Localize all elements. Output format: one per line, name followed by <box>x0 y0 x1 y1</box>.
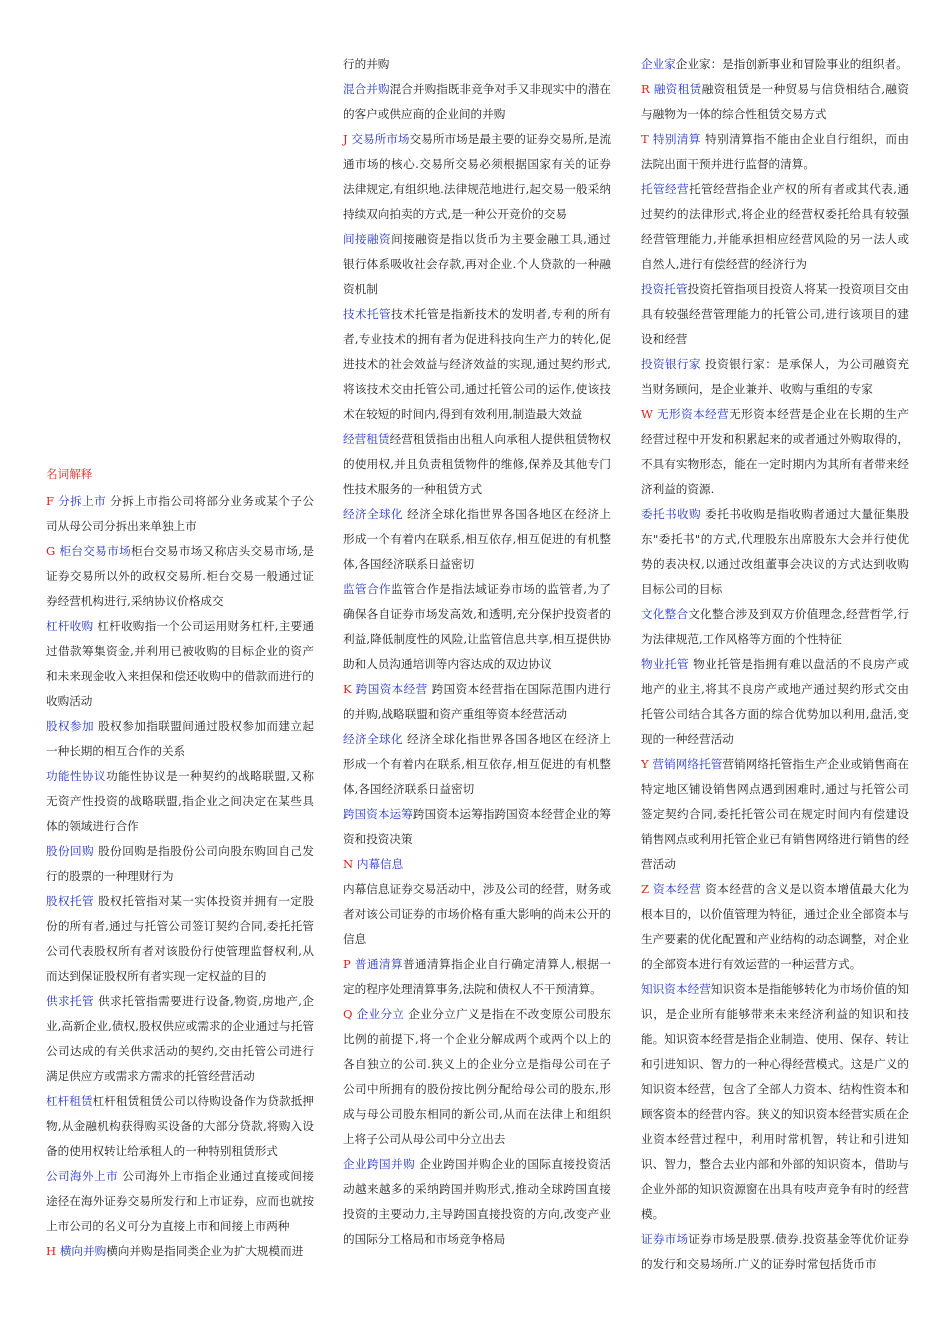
glossary-entry <box>641 502 909 602</box>
entry-definition: 跨国资本经营指在国际范围内进行的并购,战略联盟和资产重组等资本经营活动 <box>343 682 611 721</box>
glossary-entry <box>343 227 611 302</box>
entry-term: 内幕信息 <box>356 857 404 871</box>
entry-term: 交易所市场 <box>351 132 410 146</box>
entry-term: 营销网络托管 <box>652 757 723 771</box>
entry-list <box>641 52 909 1277</box>
glossary-entry <box>46 489 314 539</box>
entry-term: 股权托管 <box>46 894 95 908</box>
entry-term: 企业家 <box>641 57 676 71</box>
index-letter: K <box>343 682 352 696</box>
glossary-entry <box>641 402 909 502</box>
entry-term: 无形资本经营 <box>657 407 730 421</box>
glossary-entry <box>641 977 909 1227</box>
entry-definition: 投资托管指项目投资人将某一投资项目交由具有较强经营管理能力的托管公司,进行该项目的建设和经营 <box>641 282 909 346</box>
entry-definition: 营销网络托管指生产企业或销售商在特定地区铺设销售网点遇到困难时,通过与托管公司签定契约合同,委托托管公司在规定时间内有偿建设销售网点或利用托管企业已有销售网络进行销售的经营活动 <box>641 757 909 871</box>
glossary-entry <box>641 602 909 652</box>
index-letter: N <box>343 857 354 871</box>
entry-term: 委托书收购 <box>641 507 702 521</box>
entry-term: 普通清算 <box>354 957 403 971</box>
entry-term: 特别清算 <box>652 132 701 146</box>
entry-definition: 股份回购是指股份公司向股东购回自己发行的股票的一种理财行为 <box>46 844 314 883</box>
entry-definition: 企业家：是指创新事业和冒险事业的组织者。 <box>675 57 908 71</box>
entry-term: 融资租赁 <box>653 82 702 96</box>
glossary-entry <box>343 1152 611 1252</box>
entry-term: 混合并购 <box>343 82 390 96</box>
entry-list <box>46 489 314 1264</box>
entry-term: 杠杆收购 <box>46 619 94 633</box>
glossary-entry <box>641 177 909 277</box>
glossary-entry <box>343 802 611 852</box>
entry-term: 企业跨国并购 <box>343 1157 416 1171</box>
entry-term: 经济全球化 <box>343 507 404 521</box>
section-heading: 名词解释 <box>46 467 93 481</box>
entry-definition: 特别清算指不能由企业自行组织，而由法院出面干预并进行监督的清算。 <box>641 132 910 171</box>
entry-definition: 监管合作是指法域证券市场的监管者,为了确保各自证券市场发高效,和透明,充分保护投资者的利益,降低制度性的风险,让监管信息共享,相互提供协助和人员沟通培训等内容达成的双边协议 <box>343 582 611 671</box>
glossary-entry <box>641 127 909 177</box>
entry-term: 投资托管 <box>641 282 688 296</box>
glossary-entry <box>46 1239 314 1264</box>
entry-term: 供求托管 <box>46 994 95 1008</box>
entry-definition: 物业托管是指拥有难以盘活的不良房产或地产的业主,将其不良房产或地产通过契约形式交由托管公司结合其各方面的综合优势加以利用,盘活,变现的一种经营活动 <box>641 657 909 746</box>
glossary-entry <box>343 952 611 1002</box>
glossary-entry <box>343 677 611 727</box>
glossary-entry <box>641 352 909 402</box>
entry-definition: 投资银行家：是承保人，为公司融资充当财务顾问，是企业兼并、收购与重组的专家 <box>641 357 909 396</box>
entry-definition: 股权参加指联盟间通过股权参加而建立起一种长期的相互合作的关系 <box>46 719 314 758</box>
glossary-entry <box>46 539 314 614</box>
index-letter: R <box>641 82 650 96</box>
glossary-entry <box>46 1089 314 1164</box>
glossary-entry <box>46 614 314 714</box>
glossary-entry <box>343 577 611 677</box>
column-3 <box>641 52 909 1277</box>
index-letter: W <box>641 407 653 421</box>
glossary-entry <box>46 839 314 889</box>
entry-term: 文化整合 <box>641 607 689 621</box>
index-letter: T <box>641 132 649 146</box>
entry-list <box>343 52 611 1252</box>
glossary-entry <box>641 77 909 127</box>
glossary-entry <box>343 852 611 877</box>
glossary-entry <box>641 877 909 977</box>
entry-definition: 杠杆租赁租赁公司以待购设备作为贷款抵押物,从金融机构获得购买设备的大部分贷款,将购入设备的使用权转让给承租人的一种特别租赁形式 <box>46 1094 314 1158</box>
index-letter: Q <box>343 1007 353 1021</box>
entry-term: 经济全球化 <box>343 732 404 746</box>
entry-term: 资本经营 <box>653 882 702 896</box>
entry-term: 柜台交易市场 <box>59 544 132 558</box>
glossary-entry <box>46 989 314 1089</box>
entry-term: 横向并购 <box>59 1244 107 1258</box>
entry-definition: 间接融资是指以货币为主要金融工具,通过银行体系吸收社会存款,再对企业.个人贷款的一种融资机制 <box>343 232 611 296</box>
entry-term: 公司海外上市 <box>46 1169 119 1183</box>
glossary-entry <box>46 889 314 989</box>
entry-term: 监管合作 <box>343 582 392 596</box>
index-letter: J <box>343 132 348 146</box>
glossary-entry <box>343 52 611 77</box>
index-letter: F <box>46 494 55 508</box>
entry-definition: 知识资本是指能够转化为市场价值的知识，是企业所有能够带来未来经济利益的知识和技能。知识资本经营是指企业制造、使用、保存、转让和引进知识、智力的一种心得经营模式。这是广义的知识资本经营，包含了全部人力资本、结构性资本和顾客资本的经营内容。狭义的知识资本经营实质在企业资本经营过程中，利用时常机智，转让和引进知识、智力，整合去业内部和外部的知识资本，借助与企业外部的知识资源窗在出具有吱声竞争有时的经营模。 <box>641 982 909 1221</box>
entry-definition: 普通清算指企业自行确定清算人,根据一定的程序处理清算事务,法院和债权人不干预清算。 <box>343 957 611 996</box>
glossary-entry <box>343 502 611 577</box>
glossary-entry <box>641 1227 909 1277</box>
entry-term: 股权参加 <box>46 719 95 733</box>
entry-term: 企业分立 <box>356 1007 405 1021</box>
entry-term: 技术托管 <box>343 307 392 321</box>
entry-term: 证券市场 <box>641 1232 689 1246</box>
entry-definition: 内幕信息证券交易活动中，涉及公司的经营，财务或者对该公司证券的市场价格有重大影响的尚未公开的信息 <box>343 882 611 946</box>
glossary-entry <box>46 764 314 839</box>
entry-term: 分拆上市 <box>58 494 107 508</box>
entry-term: 股份回购 <box>46 844 95 858</box>
entry-definition: 交易所市场是最主要的证券交易所,是流通市场的核心.交易所交易必须根据国家有关的证券法律规定,有组织地.法律规范地进行,起交易一般采纳持续双向拍卖的方式,是一种公开竞价的交易 <box>343 132 612 221</box>
entry-definition: 融资租赁是一种贸易与信贷相结合,融资与融物为一体的综合性租赁交易方式 <box>641 82 909 121</box>
index-letter: P <box>343 957 351 971</box>
entry-definition: 托管经营指企业产权的所有者或其代表,通过契约的法律形式,将企业的经营权委托给具有较强经营管理能力,并能承担相应经营风险的另一法人或自然人,进行有偿经营的经济行为 <box>641 182 909 271</box>
entry-term: 跨国资本运筹 <box>343 807 413 821</box>
glossary-entry <box>343 127 611 227</box>
entry-definition: 分拆上市指公司将部分业务或某个子公司从母公司分拆出来单独上市 <box>46 494 314 533</box>
entry-term: 托管经营 <box>641 182 690 196</box>
glossary-entry <box>343 302 611 427</box>
entry-definition: 公司海外上市指企业通过直接或间接途径在海外证券交易所发行和上市证券，应而也就按上市公司的名义可分为直接上市和间接上市两种 <box>46 1169 314 1233</box>
entry-definition: 柜台交易市场又称店头交易市场,是证券交易所以外的政权交易所.柜台交易一般通过证券经营机构进行,采纳协议价格成交 <box>46 544 314 608</box>
entry-definition: 资本经营的含义是以资本增值最大化为根本目的，以价值管理为特征，通过企业全部资本与生产要素的优化配置和产业结构的动态调整，对企业的全部资本进行有效运营的一种运营方式。 <box>641 882 909 971</box>
entry-term: 知识资本经营 <box>641 982 711 996</box>
column-1 <box>46 462 314 1264</box>
glossary-entry <box>641 277 909 352</box>
glossary-entry <box>343 877 611 952</box>
glossary-entry <box>46 714 314 764</box>
entry-term: 跨国资本经营 <box>355 682 428 696</box>
glossary-entry <box>343 77 611 127</box>
glossary-entry <box>343 1002 611 1152</box>
entry-term: 杠杆租赁 <box>46 1094 93 1108</box>
entry-definition: 供求托管指需要进行设备,物资,房地产,企业,高新企业,债权,股权供应或需求的企业通过与托管公司达成的有关供求活动的契约,交由托管公司进行满足供应方或需求方需求的托管经营活动 <box>46 994 314 1083</box>
entry-definition: 横向并购是指同类企业为扩大规模而进 <box>106 1244 304 1258</box>
entry-definition: 杠杆收购指一个公司运用财务杠杆,主要通过借款筹集资金,并利用已被收购的目标企业的资产和未来现金收入来担保和偿还收购中的借款而进行的收购活动 <box>46 619 314 708</box>
entry-definition: 经济全球化指世界各国各地区在经济上形成一个有着内在联系,相互依存,相互促进的有机整体,各国经济联系日益密切 <box>343 507 611 571</box>
index-letter: Z <box>641 882 650 896</box>
entry-term: 间接融资 <box>343 232 392 246</box>
glossary-entry <box>343 727 611 802</box>
entry-definition: 委托书收购是指收购者通过大量征集股东"委托书"的方式,代理股东出席股东大会并行使优势的表决权,以通过改组董事会决议的方式达到收购目标公司的目标 <box>641 507 909 596</box>
index-letter: Y <box>641 757 649 771</box>
entry-definition: 行的并购 <box>343 57 390 71</box>
entry-term: 功能性协议 <box>46 769 107 783</box>
glossary-entry <box>641 52 909 77</box>
entry-definition: 经营租赁指由出租人向承租人提供租赁物权的使用权,并且负责租赁物件的维修,保养及其他专门性技术服务的一种租赁方式 <box>343 432 611 496</box>
entry-definition: 企业跨国并购企业的国际直接投资活动越来越多的采纳跨国并购形式,推动全球跨国直接投资的主要动力,主导跨国直接投资的方向,改变产业的国际分工格局和市场竞争格局 <box>343 1157 611 1246</box>
glossary-entry <box>46 1164 314 1239</box>
entry-definition: 功能性协议是一种契约的战略联盟,又称无资产性投资的战略联盟,指企业之间决定在某些具体的领域进行合作 <box>46 769 314 833</box>
column-2 <box>343 52 611 1252</box>
index-letter: H <box>46 1244 57 1258</box>
entry-definition: 文化整合涉及到双方价值理念,经营哲学,行为法律规范,工作风格等方面的个性特征 <box>641 607 909 646</box>
entry-definition: 混合并购指既非竞争对手又非现实中的潜在的客户或供应商的企业间的并购 <box>343 82 611 121</box>
entry-definition: 跨国资本运筹指跨国资本经营企业的筹资和投资决策 <box>343 807 611 846</box>
entry-term: 投资银行家 <box>641 357 702 371</box>
glossary-entry <box>641 652 909 752</box>
entry-definition: 经济全球化指世界各国各地区在经济上形成一个有着内在联系,相互依存,相互促进的有机整体,各国经济联系日益密切 <box>343 732 611 796</box>
entry-definition: 证券市场是股票.债券.投资基金等优价证券的发行和交易场所.广义的证券时常包括货币市 <box>641 1232 909 1271</box>
entry-term: 经营租赁 <box>343 432 390 446</box>
entry-definition: 股权托管指对某一实体投资并拥有一定股份的所有者,通过与托管公司签订契约合同,委托托管公司代表股权所有者对该股份行使管理监督权利,从而达到保证股权所有者实现一定权益的目的 <box>46 894 314 983</box>
glossary-entry <box>641 752 909 877</box>
entry-definition: 技术托管是指新技术的发明者,专利的所有者,专业技术的拥有者为促进科技向生产力的转化,促进技术的社会效益与经济效益的实现,通过契约形式,将该技术交由托管公司,通过托管公司的运作,使该技术在较短的时间内,得到有效利用,制造最大效益 <box>343 307 611 421</box>
glossary-entry <box>343 427 611 502</box>
entry-definition: 无形资本经营是企业在长期的生产经营过程中开发和积累起来的或者通过外购取得的，不具有实物形态，能在一定时期内为其所有者带来经济利益的资源. <box>641 407 909 496</box>
entry-term: 物业托管 <box>641 657 690 671</box>
entry-definition: 企业分立广义是指在不改变原公司股东比例的前提下,将一个企业分解成两个或两个以上的各自独立的公司.狭义上的企业分立是指母公司在子公司中所拥有的股份按比例分配给母公司的股东,形成与母公司股东相同的新公司,从而在法律上和组织上将子公司从母公司中分立出去 <box>343 1007 612 1146</box>
index-letter: G <box>46 544 56 558</box>
